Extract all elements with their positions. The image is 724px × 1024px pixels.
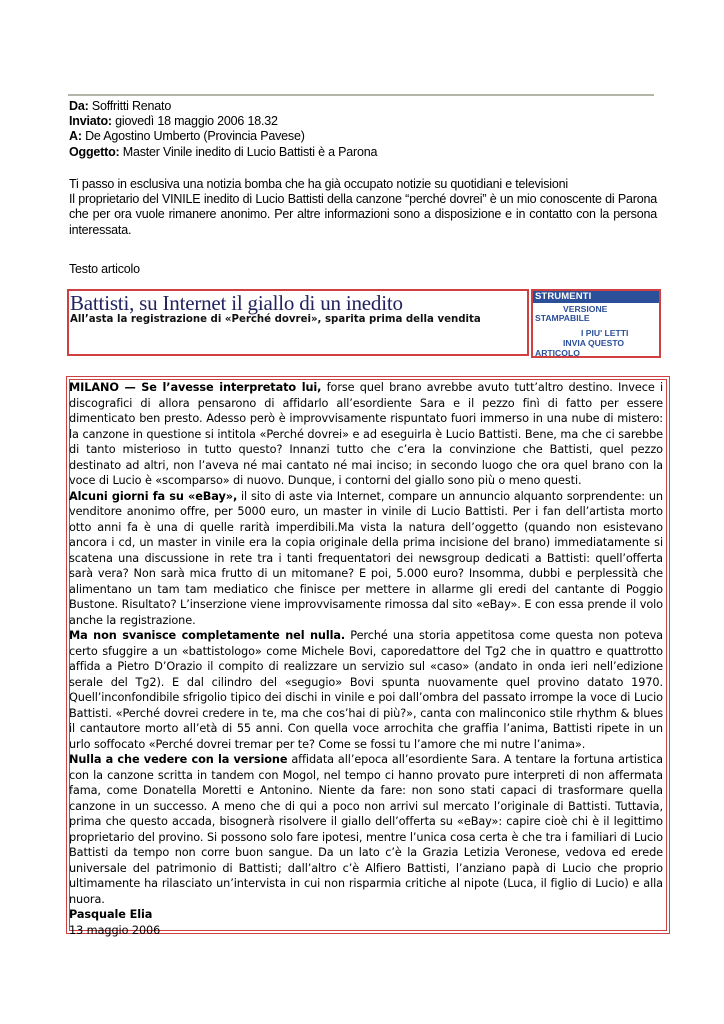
send-article-link-2[interactable]: ARTICOLO <box>535 348 580 358</box>
send-article-link[interactable]: INVIA QUESTO <box>563 338 625 348</box>
email-from: Da: Soffritti Renato <box>69 99 172 113</box>
tools-header: STRUMENTI <box>533 291 659 303</box>
email-intro <box>69 177 657 238</box>
email-sent: Inviato: giovedì 18 maggio 2006 18.32 <box>69 114 278 129</box>
intro-paragraph: Il proprietario del VINILE inedito di Lucio Battisti della canzone “perché dovrei” è un mio conoscente di Parona che per ora vuole rimanere anonimo. Per altre informazioni sono a disposizione e in contatto con la persona interessata. <box>69 192 657 237</box>
print-version-link[interactable]: VERSIONE <box>563 304 608 314</box>
paragraph-1: MILANO — Se l’avesse interpretato lui, forse quel brano avrebbe avuto tutt’altro destino. Invece i discografici di allora pensarono di affidarlo all’esordiente Sara e il pezzo finì di fatto per essere dimenticato ben presto. Adesso però è improvvisamente rispuntato fuori immerso in una nube di mistero: la canzone in questione si intitola «Perché dovrei» e ad eseguirla è Lucio Battisti. Bene, ma che ci sarebbe di tanto misterioso in tutto questo? Innanzi tutto che c’era la convinzione che Battisti, quel pezzo destinato ad altri, non l’aveva né mai cantato né mai inciso; in secondo luogo che ora quel brano con la voce di Lucio è «scomparso» di nuovo. Dunque, i contorni del giallo sono più o meno questi. <box>69 381 663 487</box>
paragraph-4: Nulla a che vedere con la versione affidata all’epoca all’esordiente Sara. A tentare la fortuna artistica con la canzone scritta in tandem con Mogol, nel tempo ci hanno provato pure interpreti di non affermata fama, come Donatella Moretti e Antonino. Niente da fare: non sono stati capaci di trasformare quella canzone in un successo. A meno che di qui a poco non arrivi sul mercato l’originale di Battisti. Tuttavia, prima che questo accada, bisognerà risolvere il giallo dell’offerta su «eBay»: capire cioè chi è il legittimo proprietario del provino. Si possono solo fare ipotesi, mentre l’unica cosa certa è che tra i familiari di Lucio Battisti da tempo non corre buon sangue. Da un lato c’è la Grazia Letizia Veronese, vedova ed erede universale del patrimonio di Battisti; dall’altro c’è Alfiero Battisti, l’anziano papà di Lucio che proprio ultimamente ha rilasciato un’intervista in cui non risparmia critiche al nipote (Luca, il figlio di Lucio) e alla nuora. <box>69 753 663 906</box>
print-version-link-2[interactable]: STAMPABILE <box>535 313 590 323</box>
email-header <box>69 99 377 160</box>
top-divider <box>68 94 654 96</box>
article-date: 13 maggio 2006 <box>69 923 161 937</box>
article-author: Pasquale Elia <box>69 908 153 921</box>
email-to: A: De Agostino Umberto (Provincia Pavese) <box>69 129 305 144</box>
paragraph-3: Ma non svanisce completamente nel nulla. Perché una storia appetitosa come questa non poteva certo sfuggire a un «battistologo» come Michele Bovi, caporedattore del Tg2 che in quattro e quattrotto affida a Pietro D’Orazio il compito di realizzare un servizio sul «caso» (andato in onda ieri nell’edizione serale del Tg2). E dal cilindro del «segugio» Bovi spunta nuovamente quel provino datato 1970. Quell’inconfondibile sfrigolio tipico dei dischi in vinile e poi dall’ombra del passato irrompe la voce di Lucio Battisti. «Perché dovrei credere in te, ma che cos’hai di più?», canta con malinconico stile rhythm & blues il cantautore morto all’età di 55 anni. Con quella voce arrochita che graffia l’anima, Battisti ripete in un urlo soffocato «Perché dovrei tremar per te? Come se fossi tu l’amore che mi nutre l’anima». <box>69 629 663 751</box>
paragraph-2: Alcuni giorni fa su «eBay», il sito di aste via Internet, compare un annuncio alquanto sorprendente: un venditore anonimo offre, per 5000 euro, un master in vinile di Lucio Battisti. Per i fan dell’artista morto otto anni fa è una di quelle rarità imperdibili.Ma vista la natura dell’oggetto (quando non esistevano ancora i cd, un master in vinile era la copia originale della prima incisione del brano) immediatamente si scatena una discussione in rete tra i tanti frequentatori dei newsgroup dedicati a Battisti: quell’offerta sarà vera? Non sarà mica frutto di un mitomane? E poi, 5.000 euro? Insomma, dubbi e perplessità che alimentano un tam tam mediatico che finisce per mettere in allarme gli eredi del cantante di Poggio Bustone. Risultato? L’inserzione viene improvvisamente rimossa dal sito «eBay». E con essa prende il volo anche la registrazione. <box>69 489 663 627</box>
email-subject: Oggetto: Master Vinile inedito di Lucio Battisti è a Parona <box>69 144 378 159</box>
most-read-link[interactable]: I PIU' LETTI <box>581 328 629 338</box>
headline-box <box>67 289 529 356</box>
article-body <box>69 380 663 938</box>
article-title: Battisti, su Internet il giallo di un inedito <box>70 291 403 315</box>
testo-articolo-label: Testo articolo <box>69 262 140 276</box>
tools-box <box>531 289 661 358</box>
article-subtitle: All’asta la registrazione di «Perché dovrei», sparita prima della vendita <box>70 314 481 325</box>
intro-line-1: Ti passo in esclusiva una notizia bomba che ha già occupato notizie su quotidiani e televisioni <box>69 177 568 191</box>
